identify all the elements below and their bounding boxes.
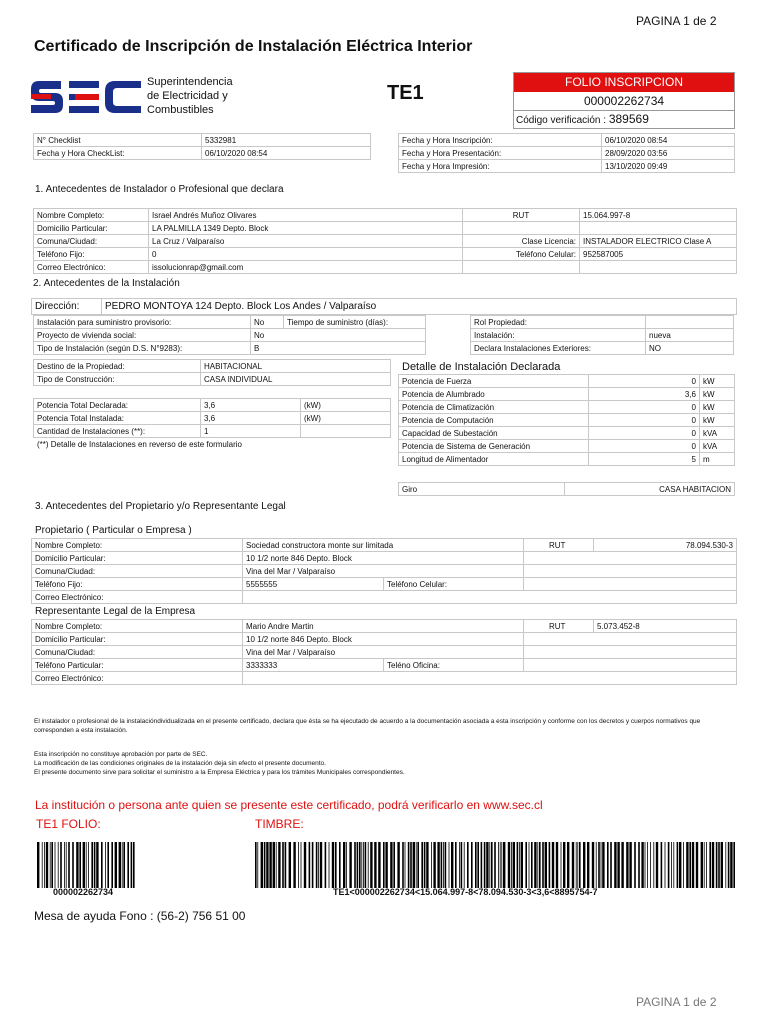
detalle-table [398, 374, 735, 466]
installer-cell-label: Teléfono Celular: [463, 248, 580, 261]
detalle-row [399, 453, 735, 466]
installer-phone-value: 0 [149, 248, 463, 261]
detalle-unit: kW [700, 414, 735, 427]
owner-address-value: 10 1/2 norte 846 Depto. Block [243, 552, 524, 565]
detalle-label: Capacidad de Subestación [399, 427, 589, 440]
form-code: TE1 [387, 82, 424, 104]
folio-barcode-text: 000002262734 [53, 887, 114, 897]
org-name-line1: Superintendencia [147, 76, 233, 88]
tipo-value: B [251, 342, 426, 355]
verification-row [514, 111, 734, 128]
folio-barcode [37, 842, 135, 888]
vivienda-value: No [251, 329, 426, 342]
detalle-label: Potencia de Fuerza [399, 375, 589, 388]
pot-declarada-label: Potencia Total Declarada: [34, 399, 201, 412]
detalle-value: 0 [589, 375, 700, 388]
folio-box [513, 72, 735, 129]
checklist-table [33, 133, 371, 160]
verification-code: 389569 [608, 112, 649, 126]
provisorio-value: No [251, 316, 284, 329]
owner-name-value: Sociedad constructora monte sur limitada [243, 539, 524, 552]
address-table [31, 298, 737, 315]
rol-label: Rol Propiedad: [471, 316, 646, 329]
detalle-row [399, 388, 735, 401]
rep-table [31, 619, 737, 685]
checklist-date-label: Fecha y Hora CheckList: [34, 147, 202, 160]
rep-phone-value: 3333333 [243, 659, 384, 672]
detalle-value: 3,6 [589, 388, 700, 401]
installer-city-label: Comuna/Ciudad: [34, 235, 149, 248]
detalle-value: 0 [589, 440, 700, 453]
tipo-label: Tipo de Instalación (según D.S. N°9283): [34, 342, 251, 355]
tiempo-label: Tiempo de suministro (días): [284, 316, 426, 329]
detalle-unit: kW [700, 401, 735, 414]
rep-address-label: Domicilio Particular: [32, 633, 243, 646]
legal-paragraph-1: El instalador o profesional de la instalacióndividualizada en el presente certificado, declara que ésta se ha ejecutado de acuerdo a la documentación asociada a esta inscripción y conforme con los decretos y cuerpos normativos que corresponden a esta instalación. [34, 718, 701, 734]
rol-value [646, 316, 734, 329]
presentacion-date-value: 28/09/2020 03:56 [602, 147, 735, 160]
installation-right-table [470, 315, 734, 355]
installer-rut-value: 15.064.997-8 [580, 209, 737, 222]
exteriores-label: Declara Instalaciones Exteriores: [471, 342, 646, 355]
detalle-row [399, 427, 735, 440]
pot-instalada-value: 3,6 [201, 412, 301, 425]
pot-declarada-unit: (kW) [301, 399, 391, 412]
pot-instalada-label: Potencia Total Instalada: [34, 412, 201, 425]
timbre-barcode [255, 842, 735, 888]
detalle-heading: Detalle de Instalación Declarada [402, 361, 561, 373]
vivienda-label: Proyecto de vivienda social: [34, 329, 251, 342]
checklist-number-value: 5332981 [202, 134, 371, 147]
installer-license-value: INSTALADOR ELECTRICO Clase A [580, 235, 737, 248]
rep-name-label: Nombre Completo: [32, 620, 243, 633]
installation-left-table [33, 315, 426, 355]
owner-phone-label: Teléfono Fijo: [32, 578, 243, 591]
timbre-barcode-text: TE1<000002262734<15.064.997-8<78.094.530-3<3,6<8895754-7 [333, 887, 598, 897]
owner-email-value [243, 591, 737, 604]
installer-email-value: issolucionrap@gmail.com [149, 261, 463, 274]
rep-city-label: Comuna/Ciudad: [32, 646, 243, 659]
rep-name-value: Mario Andre Martin [243, 620, 524, 633]
te1-folio-label: TE1 FOLIO: [36, 817, 101, 831]
giro-label: Giro [399, 483, 565, 496]
legal-paragraph-4: El presente documento sirve para solicitar el suministro a la Empresa Eléctrica y para los trámites Municipales correspondientes. [34, 769, 405, 776]
detalle-row [399, 375, 735, 388]
org-name-line2: de Electricidad y [147, 90, 228, 102]
exteriores-value: NO [646, 342, 734, 355]
page-number-top: PAGINA 1 de 2 [636, 14, 717, 28]
inscripcion-date-value: 06/10/2020 08:54 [602, 134, 735, 147]
sec-logo-icon [31, 78, 141, 116]
owner-rut-label: RUT [524, 539, 594, 552]
detalle-value: 0 [589, 414, 700, 427]
pot-instalada-unit: (kW) [301, 412, 391, 425]
installer-rut-label: RUT [463, 209, 580, 222]
installer-email-label: Correo Electrónico: [34, 261, 149, 274]
folio-number: 000002262734 [514, 92, 734, 111]
detalle-row [399, 440, 735, 453]
detalle-row [399, 414, 735, 427]
rep-rut-value: 5.073.452-8 [594, 620, 737, 633]
destino-value: HABITACIONAL [201, 360, 391, 373]
owner-rut-value: 78.094.530-3 [594, 539, 737, 552]
giro-table [398, 482, 735, 496]
owner-phone-value: 5555555 [243, 578, 384, 591]
owner-address-label: Domicilio Particular: [32, 552, 243, 565]
detalle-label: Potencia de Alumbrado [399, 388, 589, 401]
inscripcion-date-label: Fecha y Hora Inscripción: [399, 134, 602, 147]
owner-cell-label: Teléfono Celular: [384, 578, 524, 591]
impresion-date-label: Fecha y Hora Impresión: [399, 160, 602, 173]
installer-table [33, 208, 737, 274]
presentacion-date-label: Fecha y Hora Presentación: [399, 147, 602, 160]
document-title: Certificado de Inscripción de Instalación Eléctrica Interior [34, 38, 473, 55]
checklist-number-label: N° Checklist [34, 134, 202, 147]
cantidad-value: 1 [201, 425, 301, 438]
detalle-unit: m [700, 453, 735, 466]
pot-declarada-value: 3,6 [201, 399, 301, 412]
address-value: PEDRO MONTOYA 124 Depto. Block Los Andes / Valparaíso [102, 299, 737, 315]
verification-label: Código verificación : [516, 115, 607, 126]
detalle-label: Potencia de Sistema de Generación [399, 440, 589, 453]
help-desk-text: Mesa de ayuda Fono : (56-2) 756 51 00 [34, 909, 246, 923]
rep-phone-label: Teléfono Particular: [32, 659, 243, 672]
installer-phone-label: Teléfono Fijo: [34, 248, 149, 261]
rep-heading: Representante Legal de la Empresa [35, 606, 196, 617]
verify-text: La institución o persona ante quien se presente este certificado, podrá verificarlo en www.sec.cl [35, 798, 543, 812]
instalaciones-note: (**) Detalle de Instalaciones en reverso de este formulario [37, 440, 242, 449]
impresion-date-value: 13/10/2020 09:49 [602, 160, 735, 173]
detalle-label: Longitud de Alimentador [399, 453, 589, 466]
dates-table [398, 133, 735, 173]
instalacion-value: nueva [646, 329, 734, 342]
address-label: Dirección: [32, 299, 102, 315]
instalacion-label: Instalación: [471, 329, 646, 342]
installer-cell-value: 952587005 [580, 248, 737, 261]
owner-table [31, 538, 737, 604]
rep-email-value [243, 672, 737, 685]
cantidad-label: Cantidad de Instalaciones (**): [34, 425, 201, 438]
property-table [33, 359, 391, 386]
installer-address-label: Domicilio Particular: [34, 222, 149, 235]
rep-rut-label: RUT [524, 620, 594, 633]
owner-heading: Propietario ( Particular o Empresa ) [35, 525, 192, 536]
timbre-label: TIMBRE: [255, 817, 304, 831]
owner-city-label: Comuna/Ciudad: [32, 565, 243, 578]
provisorio-label: Instalación para suministro provisorio: [34, 316, 251, 329]
rep-office-label: Teléno Oficina: [384, 659, 524, 672]
owner-cell-value [524, 578, 737, 591]
owner-email-label: Correo Electrónico: [32, 591, 243, 604]
rep-office-value [524, 659, 737, 672]
checklist-date-value: 06/10/2020 08:54 [202, 147, 371, 160]
installer-license-label: Clase Licencia: [463, 235, 580, 248]
installer-name-label: Nombre Completo: [34, 209, 149, 222]
section3-heading: 3. Antecedentes del Propietario y/o Representante Legal [35, 501, 286, 512]
destino-label: Destino de la Propiedad: [34, 360, 201, 373]
rep-email-label: Correo Electrónico: [32, 672, 243, 685]
construccion-value: CASA INDIVIDUAL [201, 373, 391, 386]
org-name-line3: Combustibles [147, 104, 214, 116]
installer-name-value: Israel Andrés Muñoz Olivares [149, 209, 463, 222]
giro-value: CASA HABITACION [565, 483, 735, 496]
installer-city-value: La Cruz / Valparaíso [149, 235, 463, 248]
folio-label: FOLIO INSCRIPCION [514, 73, 734, 92]
detalle-value: 0 [589, 427, 700, 440]
installer-address-value: LA PALMILLA 1349 Depto. Block [149, 222, 463, 235]
owner-name-label: Nombre Completo: [32, 539, 243, 552]
detalle-label: Potencia de Computación [399, 414, 589, 427]
legal-paragraph-3: La modificación de las condiciones originales de la instalación deja sin efecto el presente documento. [34, 760, 326, 767]
legal-paragraph-2: Esta inscripción no constituye aprobación por parte de SEC. [34, 751, 208, 758]
detalle-label: Potencia de Climatización [399, 401, 589, 414]
power-table [33, 398, 391, 438]
owner-city-value: Vina del Mar / Valparaíso [243, 565, 524, 578]
detalle-unit: kW [700, 388, 735, 401]
detalle-unit: kW [700, 375, 735, 388]
detalle-unit: kVA [700, 427, 735, 440]
section2-heading: 2. Antecedentes de la Instalación [33, 278, 180, 289]
detalle-value: 0 [589, 401, 700, 414]
section1-heading: 1. Antecedentes de Instalador o Profesional que declara [35, 184, 284, 195]
detalle-value: 5 [589, 453, 700, 466]
construccion-label: Tipo de Construcción: [34, 373, 201, 386]
detalle-row [399, 401, 735, 414]
rep-city-value: Vina del Mar / Valparaíso [243, 646, 524, 659]
detalle-unit: kVA [700, 440, 735, 453]
rep-address-value: 10 1/2 norte 846 Depto. Block [243, 633, 524, 646]
page-number-bottom: PAGINA 1 de 2 [636, 995, 717, 1009]
